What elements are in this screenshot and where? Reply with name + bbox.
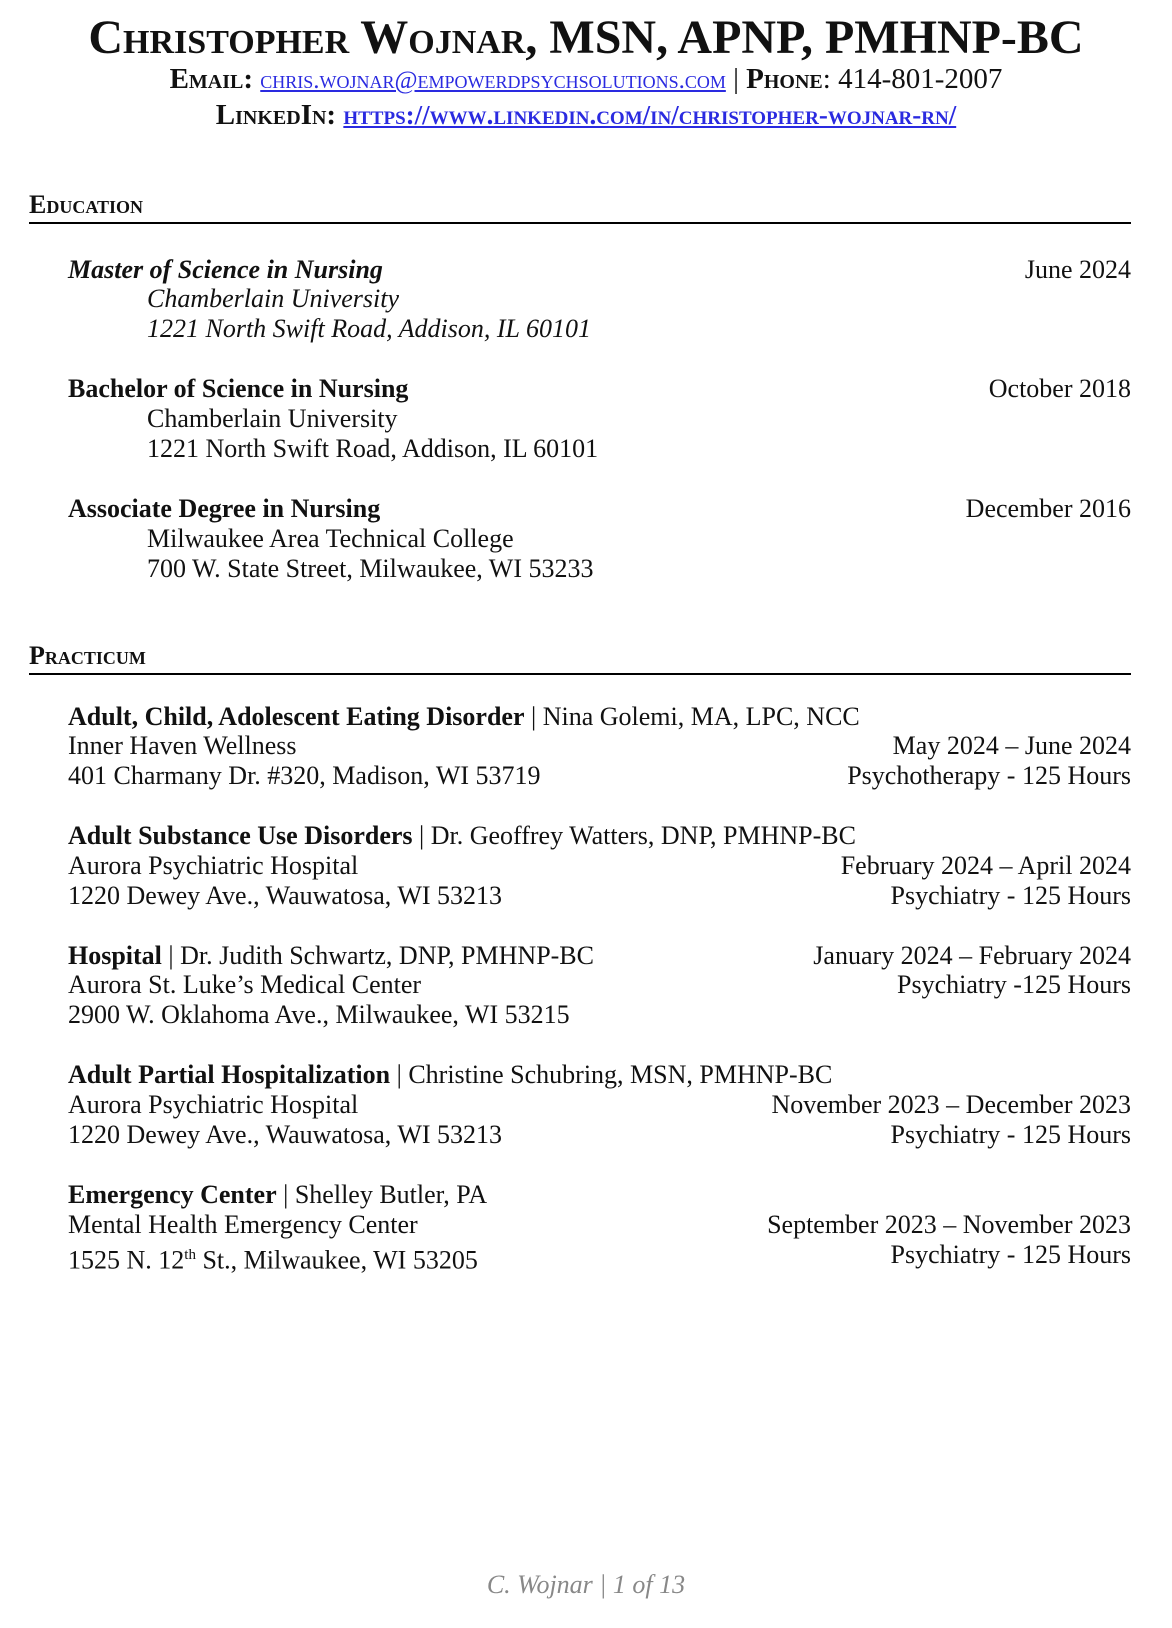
rotation-line (68, 702, 860, 732)
contact-line (0, 62, 1172, 98)
site-address (68, 1240, 478, 1276)
preceptor: | Shelley Butler, PA (276, 1180, 488, 1209)
linkedin-label: LinkedIn: (215, 99, 337, 131)
rotation-hours: Psychotherapy - 125 Hours (847, 761, 1131, 790)
rotation-dates: May 2024 – June 2024 (892, 731, 1131, 760)
school-name: Milwaukee Area Technical College (147, 524, 514, 553)
linkedin-line (0, 98, 1172, 132)
degree-title: Bachelor of Science in Nursing (68, 374, 409, 403)
rotation-dates: January 2024 – February 2024 (813, 941, 1131, 970)
rotation-title: Hospital (68, 941, 162, 970)
school-name: Chamberlain University (147, 284, 400, 313)
site-address: 401 Charmany Dr. #320, Madison, WI 53719 (68, 761, 541, 790)
email-link[interactable]: chris.wojnar@empowerdpsychsolutions.com (260, 67, 726, 94)
rotation-title: Emergency Center (68, 1180, 277, 1209)
preceptor: | Nina Golemi, MA, LPC, NCC (524, 702, 860, 731)
rotation-hours: Psychiatry -125 Hours (897, 970, 1131, 999)
degree-date: October 2018 (988, 374, 1131, 403)
section-practicum-heading: Practicum (29, 641, 1131, 675)
linkedin-link[interactable]: https://www.linkedin.com/in/christopher-wojnar-rn/ (343, 100, 957, 130)
section-education-heading: Education (29, 190, 1131, 224)
school-address: 1221 North Swift Road, Addison, IL 60101 (147, 314, 591, 343)
rotation-line (68, 821, 856, 851)
rotation-dates: February 2024 – April 2024 (840, 851, 1131, 880)
site-name: Aurora St. Luke’s Medical Center (68, 970, 422, 999)
phone-number: 414-801-2007 (838, 63, 1003, 95)
credentials: , MSN, APNP, PMHNP-BC (525, 11, 1084, 64)
rotation-title: Adult Partial Hospitalization (68, 1060, 391, 1089)
degree-date: December 2016 (965, 494, 1131, 523)
address-post: St., Milwaukee, WI 53205 (195, 1245, 478, 1275)
degree-date: June 2024 (1024, 255, 1131, 284)
school-name: Chamberlain University (147, 404, 398, 433)
rotation-title: Adult, Child, Adolescent Eating Disorder (68, 702, 525, 731)
school-address: 700 W. State Street, Milwaukee, WI 53233 (147, 554, 594, 583)
phone-label: Phone (746, 63, 823, 95)
address-superscript: th (184, 1247, 196, 1263)
site-address: 1220 Dewey Ave., Wauwatosa, WI 53213 (68, 881, 503, 910)
site-name: Aurora Psychiatric Hospital (68, 851, 359, 880)
rotation-hours: Psychiatry - 125 Hours (890, 1120, 1131, 1149)
address-pre: 1525 N. 12 (68, 1245, 185, 1275)
separator: | (733, 63, 739, 95)
degree-title: Associate Degree in Nursing (68, 494, 381, 523)
rotation-dates: November 2023 – December 2023 (771, 1090, 1131, 1119)
preceptor: | Dr. Judith Schwartz, DNP, PMHNP-BC (161, 941, 594, 970)
rotation-title: Adult Substance Use Disorders (68, 821, 413, 850)
rotation-line (68, 941, 594, 971)
degree-title: Master of Science in Nursing (68, 255, 383, 284)
preceptor: | Dr. Geoffrey Watters, DNP, PMHNP-BC (412, 821, 856, 850)
phone-colon: : (822, 63, 831, 95)
rotation-line (68, 1180, 487, 1210)
name-text: Christopher Wojnar (88, 11, 526, 64)
site-name: Mental Health Emergency Center (68, 1210, 418, 1239)
rotation-hours: Psychiatry - 125 Hours (890, 881, 1131, 910)
site-name: Aurora Psychiatric Hospital (68, 1090, 359, 1119)
applicant-name (0, 8, 1172, 68)
page-footer: C. Wojnar | 1 of 13 (486, 1570, 686, 1599)
site-name: Inner Haven Wellness (68, 731, 297, 760)
email-label: Email: (169, 63, 254, 95)
rotation-hours: Psychiatry - 125 Hours (890, 1240, 1131, 1269)
preceptor: | Christine Schubring, MSN, PMHNP-BC (390, 1060, 833, 1089)
school-address: 1221 North Swift Road, Addison, IL 60101 (147, 434, 599, 463)
rotation-line (68, 1060, 832, 1090)
site-address: 2900 W. Oklahoma Ave., Milwaukee, WI 53215 (68, 1000, 570, 1029)
rotation-dates: September 2023 – November 2023 (767, 1210, 1131, 1239)
site-address: 1220 Dewey Ave., Wauwatosa, WI 53213 (68, 1120, 503, 1149)
